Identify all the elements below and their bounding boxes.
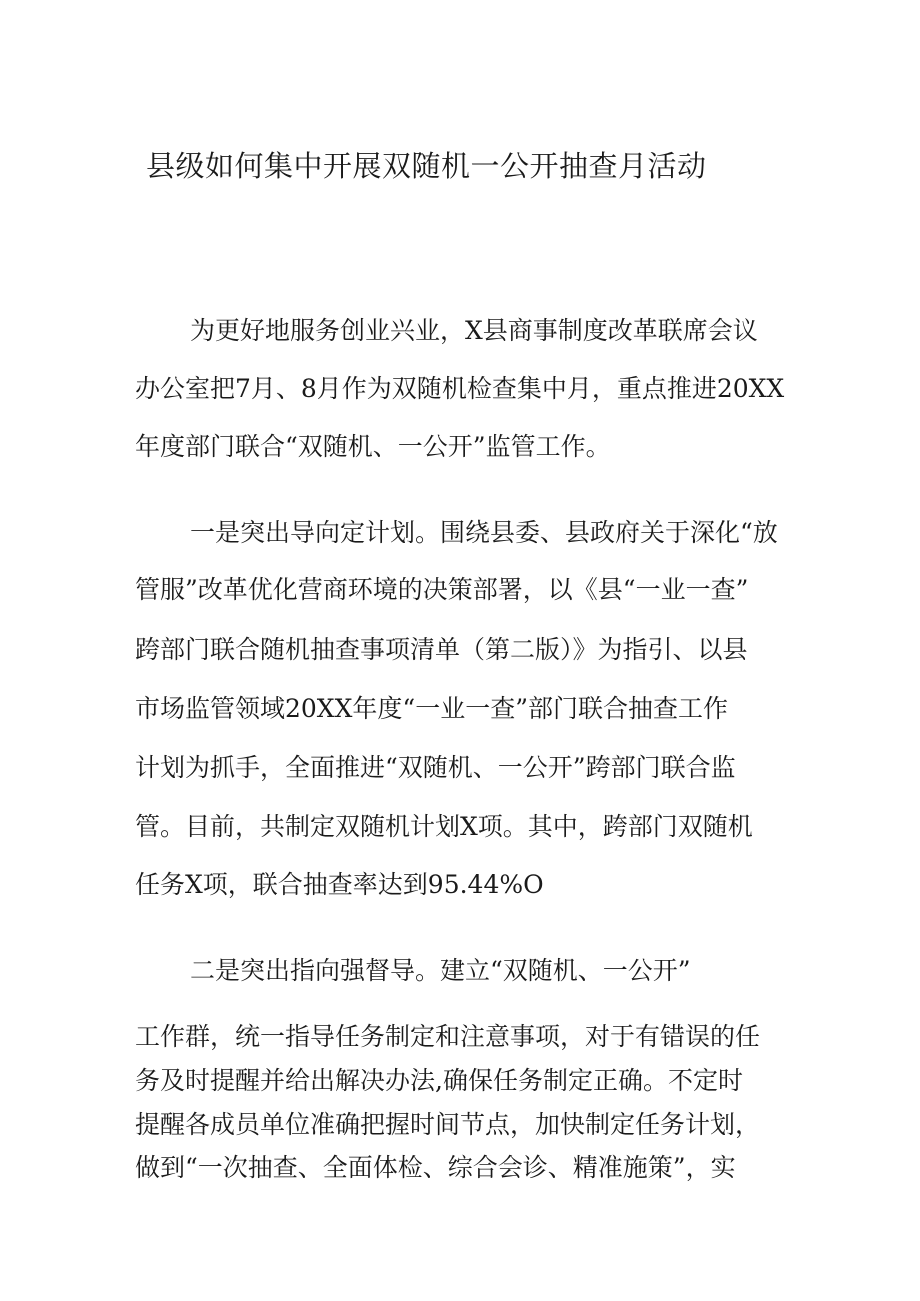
paragraph-2-line-1: 一是突出导向定计划。围绕县委、县政府关于深化“放 (190, 518, 778, 547)
paragraph-2-line-6: 管。目前，共制定双随机计划X项。其中，跨部门双随机 (135, 812, 753, 841)
paragraph-3-line-2: 工作群，统一指导任务制定和注意事项，对于有错误的任 (135, 1022, 761, 1051)
document-title: 县级如何集中开展双随机一公开抽查月活动 (146, 149, 707, 183)
paragraph-3-line-5: 做到“一次抽查、全面体检、综合会诊、精准施策”，实 (135, 1153, 736, 1182)
paragraph-3-line-3: 务及时提醒并给出解决办法,确保任务制定正确。不定时 (135, 1066, 743, 1095)
paragraph-3-line-4: 提醒各成员单位准确把握时间节点，加快制定任务计划， (135, 1110, 761, 1139)
paragraph-1-line-3: 年度部门联合“双随机、一公开”监管工作。 (135, 432, 611, 461)
paragraph-3-line-1: 二是突出指向强督导。建立“双随机、一公开” (190, 956, 691, 985)
paragraph-2-line-5: 计划为抓手，全面推进“双随机、一公开”跨部门联合监 (135, 753, 736, 782)
paragraph-2-line-2: 管服”改革优化营商环境的决策部署，以《县“一业一查” (135, 575, 749, 604)
paragraph-2-line-4: 市场监管领域20XX年度“一业一查”部门联合抽查工作 (135, 694, 728, 723)
paragraph-2-line-3: 跨部门联合随机抽查事项清单（第二版）》为指引、以县 (135, 635, 748, 664)
paragraph-1-line-2: 办公室把7月、8月作为双随机检查集中月，重点推进20XX (135, 374, 785, 403)
paragraph-2-line-7: 任务X项，联合抽查率达到95.44%O (135, 870, 544, 899)
paragraph-1-line-1: 为更好地服务创业兴业，X县商事制度改革联席会议 (190, 316, 758, 345)
